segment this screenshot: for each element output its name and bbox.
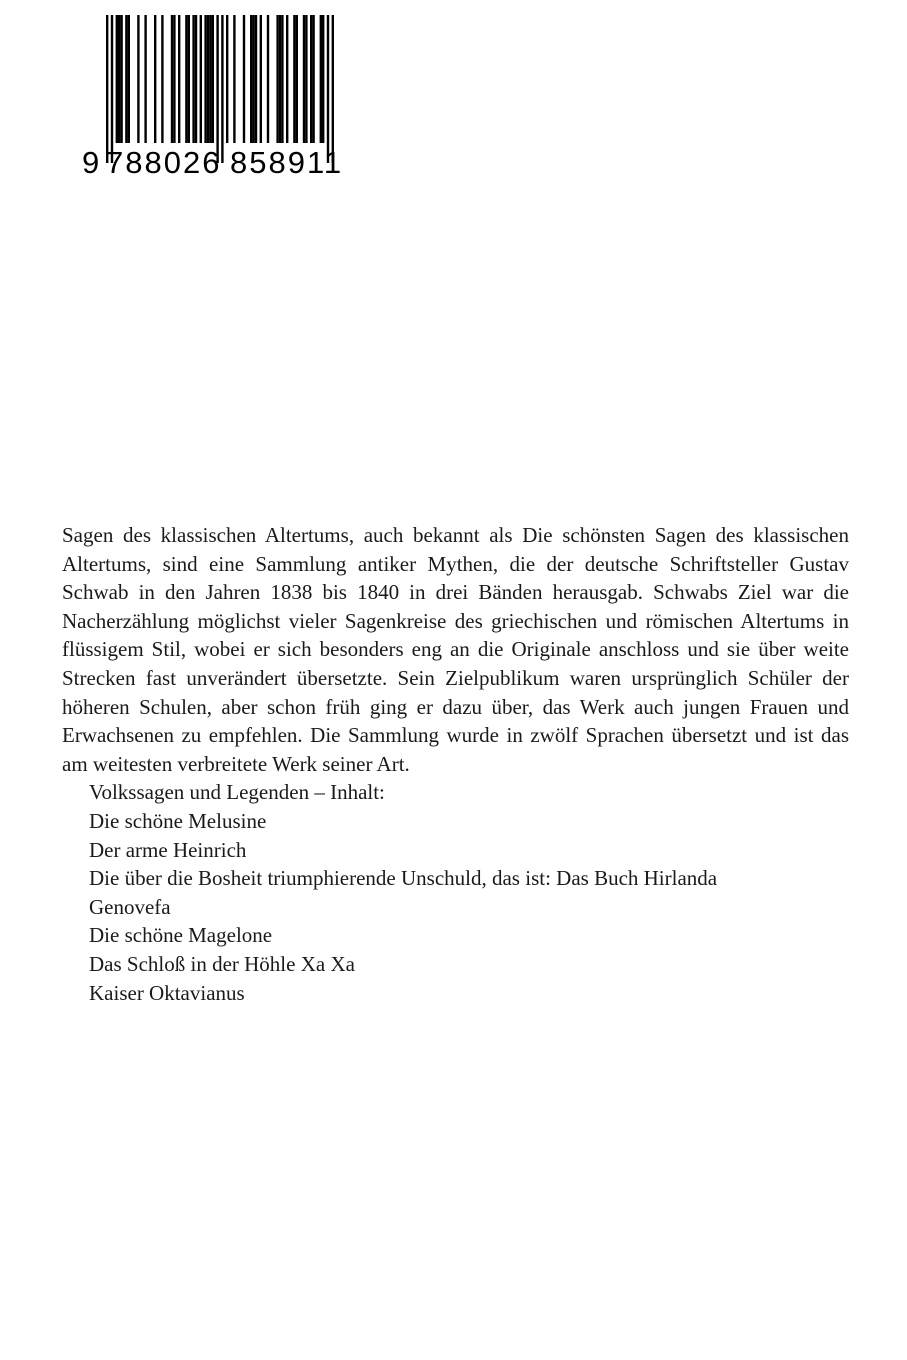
barcode-bar: [195, 15, 197, 143]
barcode-bar: [185, 15, 187, 143]
barcode-bar: [305, 15, 307, 143]
barcode-bar: [252, 15, 254, 143]
barcode-bar: [106, 15, 108, 163]
contents-list: [62, 778, 849, 1007]
contents-item: Das Schloß in der Höhle Xa Xa: [89, 951, 355, 976]
barcode-bar: [212, 15, 214, 143]
back-cover-text: [62, 521, 849, 1007]
barcode-bar: [161, 15, 163, 143]
barcode-bar: [281, 15, 283, 143]
barcode-bar: [312, 15, 314, 143]
barcode-bar: [267, 15, 269, 143]
barcode-bar: [260, 15, 262, 143]
barcode-bar: [204, 15, 206, 143]
barcode-bar: [255, 15, 257, 143]
contents-item: Die schöne Magelone: [89, 923, 273, 948]
barcode-bar: [173, 15, 175, 143]
barcode-bar: [111, 15, 113, 163]
isbn-barcode: [78, 15, 346, 180]
barcode-bar: [221, 15, 223, 163]
barcode-bar: [310, 15, 312, 143]
barcode-bar: [226, 15, 228, 143]
barcode-bar: [233, 15, 235, 143]
barcode-bar: [276, 15, 278, 143]
barcode-bar: [120, 15, 122, 143]
barcode-bar: [332, 15, 334, 163]
barcode-bar: [128, 15, 130, 143]
barcode-bar: [286, 15, 288, 143]
barcode-bar: [154, 15, 156, 143]
barcode-bar: [188, 15, 190, 143]
contents-heading: Volkssagen und Legenden – Inhalt:: [89, 780, 385, 805]
barcode-left-digits: 788026: [106, 145, 222, 180]
barcode-lead-digit: 9: [82, 145, 100, 180]
barcode-bar: [250, 15, 252, 143]
barcode-bar: [303, 15, 305, 143]
barcode-bar: [118, 15, 120, 143]
barcode-bar: [116, 15, 118, 143]
contents-item: Kaiser Oktavianus: [89, 980, 245, 1005]
barcode-number: [78, 143, 346, 183]
barcode-bar: [192, 15, 194, 143]
contents-item: Genovefa: [89, 894, 171, 919]
barcode-bar: [144, 15, 146, 143]
barcode-right-digits: 858911: [230, 145, 344, 180]
barcode-bar: [293, 15, 295, 143]
contents-item: Die schöne Melusine: [89, 808, 267, 833]
barcode-bar: [171, 15, 173, 143]
barcode-bar: [125, 15, 127, 143]
barcode-bar: [200, 15, 202, 143]
contents-item: Der arme Heinrich: [89, 837, 247, 862]
book-description: Sagen des klassischen Altertums, auch bekannt als Die schönsten Sagen des klassischen Altertums, sind eine Sammlung antiker Mythen, die der deutsche Schriftsteller Gustav Schwab in den Jahren 1838 bis 1840 in drei Bänden herausgab. Schwabs Ziel war die Nacherzählung möglichst vieler Sagenkreise des griechischen und römischen Altertums in flüssigem Stil, wobei er sich besonders eng an die Originale anschloss und sie über weite Strecken fast unverändert übersetzte. Sein Zielpublikum waren ursprünglich Schüler der höheren Schulen, aber schon früh ging er dazu über, das Werk auch jungen Frauen und Erwachsenen zu empfehlen. Die Sammlung wurde in zwölf Sprachen übersetzt und ist das am weitesten verbreitete Werk seiner Art.: [62, 523, 849, 776]
barcode-bar: [327, 15, 329, 163]
barcode-bar: [207, 15, 209, 143]
contents-item: Die über die Bosheit triumphierende Unschuld, das ist: Das Buch Hirlanda: [89, 866, 718, 891]
barcode-bar: [322, 15, 324, 143]
barcode-bar: [137, 15, 139, 143]
barcode-bar: [243, 15, 245, 143]
barcode-bar: [216, 15, 218, 163]
barcode-bar: [296, 15, 298, 143]
barcode-bar: [320, 15, 322, 143]
barcode-bar: [279, 15, 281, 143]
barcode-bar: [209, 15, 211, 143]
barcode-bar: [178, 15, 180, 143]
